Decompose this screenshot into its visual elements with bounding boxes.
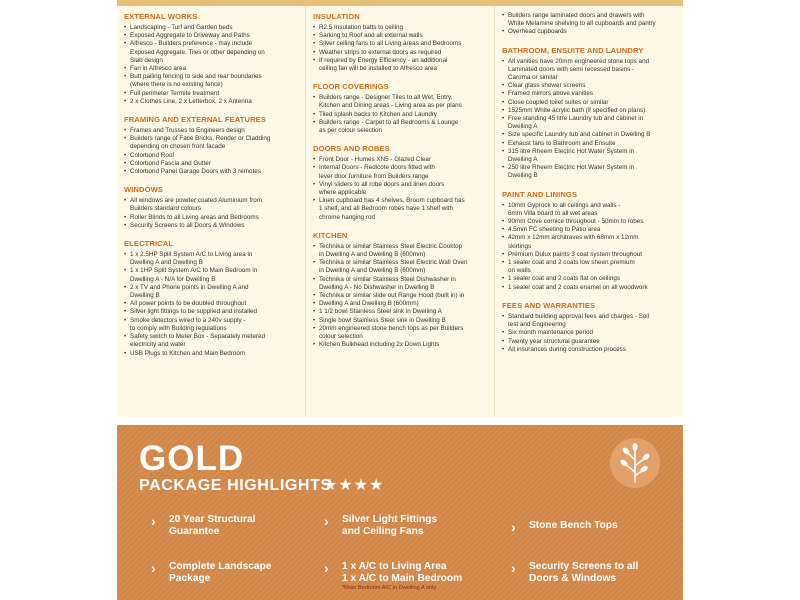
spec-item: • 20mm engineered stone bench tops as per Builders: [313, 325, 488, 333]
spec-item: 1 shelf, and all Bedroom robes have 1 shelf with: [319, 205, 454, 213]
chevron-right-icon: ›: [324, 513, 329, 529]
spec-list: [124, 127, 299, 176]
spec-item: test and Engineering: [508, 321, 566, 329]
highlight-line: 20 Year Structural: [169, 514, 256, 525]
spec-item: skirtings: [508, 242, 532, 250]
spec-item: • Colorbond Panel Garage Doors with 3 remotes: [124, 168, 299, 176]
section-heading: BATHROOM, ENSUITE AND LAUNDRY: [502, 45, 644, 55]
star-rating: ★★★★: [323, 477, 385, 494]
spec-item: • Builders range - Designer Tiles to all Wet, Entry,: [313, 94, 488, 102]
spec-item: • 2 x TV and Phone points in Dwelling A and: [124, 284, 299, 292]
spec-item: • Sarking to Roof and all external walls: [313, 32, 488, 40]
highlight-item: [151, 514, 255, 538]
section-heading: PAINT AND LININGS: [502, 189, 578, 199]
spec-item: depending on chosen front facade: [130, 143, 226, 151]
spec-item: • Tiled splash backs to Kitchen and Laundry: [313, 111, 488, 119]
spec-item: • 2 x Clothes Line, 2 x Letterbox, 2 x Antenna: [124, 98, 299, 106]
spec-item: Dwelling A - N/A for Dwelling B: [130, 275, 216, 283]
section-heading: WINDOWS: [124, 185, 164, 195]
spec-section: [313, 82, 488, 135]
spec-section: [313, 12, 488, 73]
spec-item: • Kitchen Bulkhead including 2x Down Lights: [313, 341, 488, 349]
spec-item: • All vanities have 20mm engineered stone tops and: [502, 58, 677, 66]
spec-list: [313, 156, 488, 222]
spec-item: • Technika or similar Stainless Steel Electric Cooktop: [313, 243, 488, 251]
spec-item: • 1525mm White acrylic bath (if specified on plans): [502, 107, 677, 115]
spec-item: • Front Door - Humes XN5 - Glazed Clear: [313, 156, 488, 164]
spec-item: • Technika or similar slide out Range Hood (built in) in: [313, 292, 488, 300]
highlight-line: Package: [169, 573, 211, 584]
spec-item: • Colorbond Roof: [124, 152, 299, 160]
highlight-item: [151, 561, 271, 585]
spec-item: ceiling fan will be installed to Alfresco area: [319, 65, 437, 73]
spec-item: • 1 x 2.5HP Split System A/C to Living area in: [124, 251, 299, 259]
section-heading: FLOOR COVERINGS: [313, 82, 389, 92]
spec-item: • Vinyl sliders to all robe doors and linen doors: [313, 181, 488, 189]
spec-item: • Silver light fittings to be supplied and installed: [124, 308, 299, 316]
spec-item: • R2.5 Insulation batts to ceiling: [313, 24, 488, 32]
spec-section: [502, 12, 677, 37]
spec-item: • 42mm x 12mm architraves with 68mm x 12mm: [502, 234, 677, 242]
spec-list: [124, 24, 299, 106]
divider: [117, 417, 683, 425]
spec-item: Exposed Aggregate, Tiles or other depending on: [130, 48, 265, 56]
tree-leaf-icon: [610, 438, 660, 488]
spec-item: • 1 x 1HP Split System A/C to Main Bedroom in: [124, 267, 299, 275]
spec-list: [502, 313, 677, 354]
spec-list: [313, 24, 488, 73]
spec-item: Laminated doors with semi recessed basins -: [508, 65, 634, 73]
highlight-line: 1 x A/C to Living Area: [342, 561, 447, 572]
spec-item: • Weather strips to external doors as required: [313, 49, 488, 57]
banner-title: GOLD: [139, 439, 245, 478]
spec-section: [313, 231, 488, 350]
spec-item: (where there is no existing fence): [130, 81, 223, 89]
spec-item: • Technika or similar Stainless Steel Dishwasher in: [313, 276, 488, 284]
section-heading: FRAMING AND EXTERNAL FEATURES: [124, 115, 266, 125]
spec-item: • 10mm Gyprock to all ceilings and walls -: [502, 202, 677, 210]
highlight-line: Doors & Windows: [529, 573, 617, 584]
spec-item: in Dwelling A and Dwelling B (600mm): [319, 267, 426, 275]
specifications-panel: [117, 6, 683, 417]
spec-item: • 1 sealer coat and 2 coats flat on ceilings: [502, 275, 677, 283]
highlight-line: Security Screens to all: [529, 561, 639, 572]
gold-package-banner: [117, 425, 683, 600]
spec-item: colour selection: [319, 333, 363, 341]
spec-item: Dwelling A and Dwelling B: [130, 259, 203, 267]
spec-column-3: [495, 6, 683, 417]
spec-item: Dwelling A: [508, 123, 538, 131]
spec-item: • Safety switch to Meter Box - Separately metered: [124, 333, 299, 341]
spec-section: [124, 12, 299, 106]
spec-item: • 4.5mm FC sheeting to Patio area: [502, 226, 677, 234]
spec-item: on walls: [508, 267, 531, 275]
spec-item: lever door furniture from Builders range: [319, 172, 429, 180]
highlight-line: Silver Light Fittings: [342, 514, 438, 525]
spec-item: • 250 litre Rheem Electric Hot Water System in: [502, 164, 677, 172]
spec-item: • Butt pailing fencing to side and rear boundaries: [124, 73, 299, 81]
spec-item: • Exhaust fans to Bathroom and Ensuite: [502, 140, 677, 148]
spec-item: • Builders range laminated doors and drawers with: [502, 12, 677, 20]
spec-item: • Six month maintenance period: [502, 329, 677, 337]
spec-item: • Exposed Aggregate to Driveway and Paths: [124, 32, 299, 40]
spec-item: • Smoke detectors wired to a 240v supply -: [124, 317, 299, 325]
highlight-line: and Ceiling Fans: [342, 526, 424, 537]
spec-list: [502, 58, 677, 181]
spec-item: chrome hanging rod: [319, 213, 376, 221]
spec-item: Dwelling A: [508, 156, 538, 164]
spec-item: electricity and water: [130, 341, 186, 349]
spec-item: • Technika or similar Stainless Steel Electric Wall Oven: [313, 259, 488, 267]
spec-list: [124, 197, 299, 230]
spec-item: • Twenty year structural guarantee: [502, 338, 677, 346]
spec-section: [313, 144, 488, 222]
spec-item: • Colorbond Fascia and Gutter: [124, 160, 299, 168]
spec-item: Dwelling B: [130, 292, 160, 300]
spec-item: • Standard building approval fees and charges - Soil: [502, 313, 677, 321]
spec-item: • Single bowl Stainless Steel sink in Dwelling B: [313, 317, 488, 325]
spec-item: Caroma or similar: [508, 74, 558, 82]
spec-section: [502, 46, 677, 181]
chevron-right-icon: ›: [324, 560, 329, 576]
spec-item: • Fan in Alfresco area: [124, 65, 299, 73]
spec-section: [124, 115, 299, 176]
highlight-line: Guarantee: [169, 526, 220, 537]
section-heading: KITCHEN: [313, 230, 348, 240]
spec-item: • Silver ceiling fans to all Living areas and Bedrooms: [313, 40, 488, 48]
spec-column-2: [306, 6, 495, 417]
spec-item: • USB Plugs to Kitchen and Main Bedroom: [124, 350, 299, 358]
spec-item: • Alfresco - Builders preference - may include: [124, 40, 299, 48]
section-heading: FEES AND WARRANTIES: [502, 300, 596, 310]
spec-column-1: [117, 6, 306, 417]
spec-item: • Frames and Trusses to Engineers design: [124, 127, 299, 135]
chevron-right-icon: ›: [151, 560, 156, 576]
highlight-footnote: *Main Bedroom A/C in Dwelling A only: [342, 585, 437, 591]
spec-item: • All insurances during construction process: [502, 346, 677, 354]
spec-item: • Dwelling A and Dwelling B (600mm): [313, 300, 488, 308]
section-heading: ELECTRICAL: [124, 239, 174, 249]
spec-item: • Linen cupboard has 4 shelves, Broom cupboard has: [313, 197, 488, 205]
spec-item: 6mm Villa board to all wet areas: [508, 209, 598, 217]
spec-item: • 90mm Cove cornice throughout - 50mm to robes: [502, 218, 677, 226]
spec-item: • If required by Energy Efficiency - an additional: [313, 57, 488, 65]
spec-item: • Builders range - Carpet to all Bedrooms & Lounge: [313, 119, 488, 127]
spec-item: Dwelling A - No Dishwasher in Dwelling B: [319, 283, 435, 291]
spec-item: • 315 litre Rheem Electric Hot Water System in: [502, 148, 677, 156]
spec-item: Slab design: [130, 56, 163, 64]
highlight-item: [324, 514, 437, 538]
spec-item: Builders standard colours: [130, 205, 202, 213]
spec-list: [124, 251, 299, 358]
chevron-right-icon: ›: [511, 560, 516, 576]
spec-item: Kitchen and Dining areas - Living area as per plans: [319, 102, 462, 110]
spec-item: • Overhead cupboards: [502, 28, 677, 36]
spec-list: [502, 12, 677, 37]
highlight-item: [511, 520, 618, 534]
spec-item: • Framed mirrors above vanities: [502, 90, 677, 98]
highlight-item: [324, 561, 462, 592]
spec-item: in Dwelling A and Dwelling B (600mm): [319, 251, 426, 259]
spec-item: to comply with Building regulations: [130, 324, 227, 332]
spec-section: [124, 185, 299, 230]
spec-item: • Internal Doors - Redicote doors fitted with: [313, 164, 488, 172]
chevron-right-icon: ›: [151, 513, 156, 529]
spec-item: White Melamine shelving to all cupboards and pantry: [508, 20, 656, 28]
spec-section: [502, 190, 677, 292]
section-heading: INSULATION: [313, 12, 360, 21]
spec-item: • Security Screens to all Doors & Windows: [124, 222, 299, 230]
highlight-line: Stone Bench Tops: [529, 520, 618, 531]
spec-section: [502, 301, 677, 354]
spec-item: • Landscaping - Turf and Garden beds: [124, 24, 299, 32]
highlight-line: 1 x A/C to Main Bedroom: [342, 573, 463, 584]
spec-item: • 1 sealer coat and 2 coats enamel on all woodwork: [502, 284, 677, 292]
spec-item: • 1 1/2 bowl Stainless Steel sink in Dwelling A: [313, 308, 488, 316]
spec-item: Dwelling B: [508, 172, 538, 180]
spec-item: • Free standing 45 litre Laundry tub and cabinet in: [502, 115, 677, 123]
spec-item: • Close coupled toilet suites or similar: [502, 99, 677, 107]
chevron-right-icon: ›: [511, 519, 516, 535]
spec-section: [124, 239, 299, 358]
spec-item: • Roller Blinds to all Living areas and Bedrooms: [124, 214, 299, 222]
spec-item: where applicable: [319, 189, 367, 197]
spec-item: • Size specific Laundry tub and cabinet in Dwelling B: [502, 131, 677, 139]
spec-item: • Clear glass shower screens: [502, 82, 677, 90]
highlight-line: Complete Landscape: [169, 561, 272, 572]
spec-item: as per colour selection: [319, 127, 383, 135]
spec-list: [313, 94, 488, 135]
spec-item: • Builders range of Face Bricks, Render or Cladding: [124, 135, 299, 143]
highlight-item: [511, 561, 638, 585]
section-heading: EXTERNAL WORKS: [124, 12, 198, 21]
spec-item: • Full perimeter Termite treatment: [124, 90, 299, 98]
spec-item: • 1 sealer coat and 2 coats low sheen premium: [502, 259, 677, 267]
section-heading: DOORS AND ROBES: [313, 144, 390, 154]
spec-list: [502, 202, 677, 292]
spec-item: • All windows are powder coated Aluminium from: [124, 197, 299, 205]
banner-subtitle: PACKAGE HIGHLIGHTS: [139, 477, 332, 494]
spec-item: • All power points to be doubled throughout: [124, 300, 299, 308]
spec-item: • Premium Dulux paints 3 coat system throughout: [502, 251, 677, 259]
spec-list: [313, 243, 488, 350]
